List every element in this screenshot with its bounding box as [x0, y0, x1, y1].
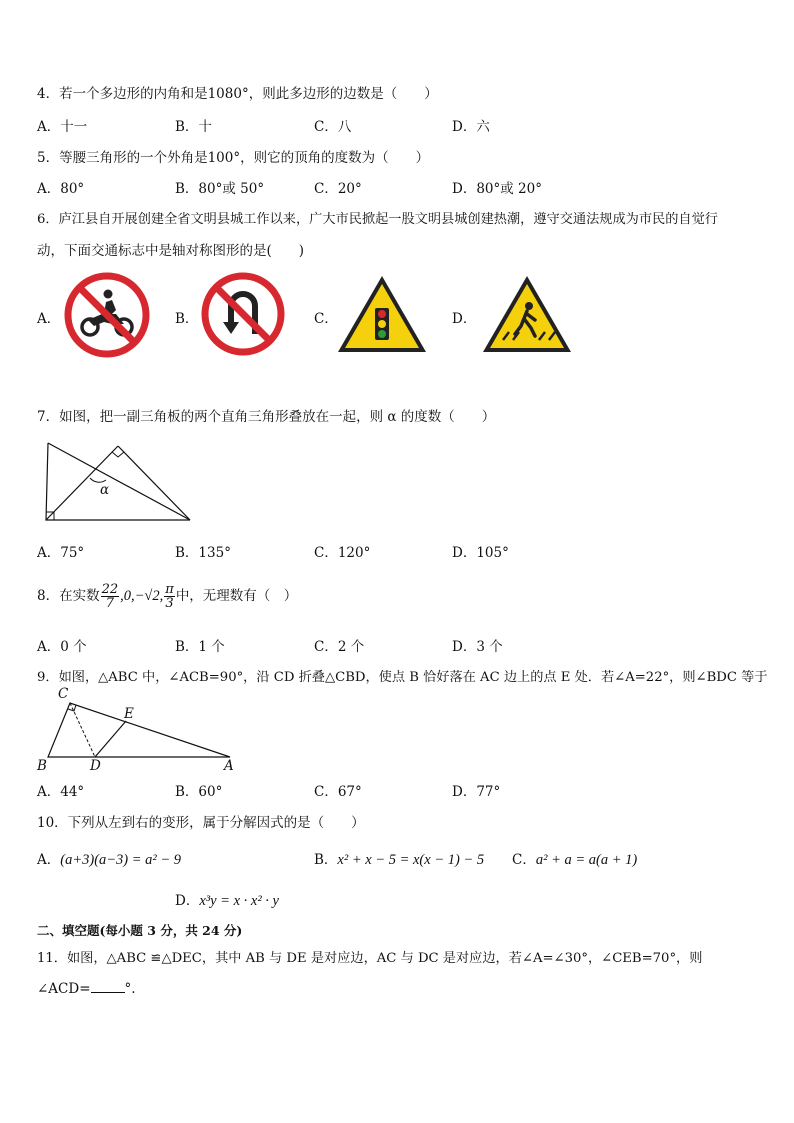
q10-option-b-label: B． — [314, 852, 338, 868]
q11-stem-line2 — [37, 980, 136, 997]
q11-stem-prefix: ∠ACD= — [37, 981, 91, 997]
q10-option-a-expr: (a+3)(a−3) = a² − 9 — [60, 852, 182, 868]
q6-option-d-label[interactable]: D． — [452, 311, 477, 327]
q8-stem — [37, 578, 297, 614]
q8-option-b[interactable]: B．1 个 — [175, 639, 225, 655]
q8-fraction-22-7 — [101, 583, 120, 610]
q10-option-b-expr: x² + x − 5 = x(x − 1) − 5 — [337, 852, 485, 868]
q5-option-b[interactable]: B．80°或 50° — [175, 181, 265, 197]
q8-num-22: 22 — [101, 582, 119, 597]
q4-option-c[interactable]: C．八 — [314, 119, 352, 135]
q11-answer-blank[interactable] — [91, 980, 125, 993]
q8-middle: ,0,−√2, — [120, 588, 164, 604]
q9-option-d[interactable]: D．77° — [452, 784, 501, 800]
no-u-turn-sign-icon — [201, 272, 285, 356]
q4-option-a[interactable]: A．十一 — [37, 119, 88, 135]
q6-option-a-label[interactable]: A． — [37, 311, 61, 327]
q5-stem: 5．等腰三角形的一个外角是100°，则它的顶角的度数为（ ） — [37, 150, 430, 166]
q8-stem-suffix: 中，无理数有（ ） — [175, 588, 298, 604]
q4-option-b[interactable]: B．十 — [175, 119, 212, 135]
q6-stem-line2: 动，下面交通标志中是轴对称图形的是( ) — [37, 243, 305, 259]
q6-stem-line1: 6．庐江县自开展创建全省文明县城工作以来，广大市民掀起一股文明县城创建热潮，遵守交通法规成为市民的自觉行 — [37, 212, 718, 227]
q8-option-d[interactable]: D．3 个 — [452, 639, 503, 655]
q8-option-a[interactable]: A．0 个 — [37, 639, 87, 655]
q10-option-d-expr: x³y = x · x² · y — [199, 893, 279, 909]
q6-option-b-label[interactable]: B． — [175, 311, 199, 327]
q7-option-c[interactable]: C．120° — [314, 545, 371, 561]
q8-stem-prefix: 8．在实数 — [37, 588, 100, 604]
q10-option-a[interactable] — [37, 848, 181, 869]
q5-option-c[interactable]: C．20° — [314, 181, 362, 197]
q4-option-d[interactable]: D．六 — [452, 119, 490, 135]
q9-option-b[interactable]: B．60° — [175, 784, 223, 800]
q10-option-c[interactable] — [512, 848, 637, 869]
q6-option-c-label[interactable]: C． — [314, 311, 338, 327]
q7-option-d[interactable]: D．105° — [452, 545, 509, 561]
q9-stem: 9．如图，△ABC 中，∠ACB=90°，沿 CD 折叠△CBD，使点 B 恰好落在 AC 边上的点 E 处．若∠A=22°，则∠BDC 等于 — [37, 670, 768, 685]
q9-label-d: D — [90, 758, 101, 774]
q9-triangle-figure — [40, 695, 240, 765]
q10-option-d-label: D． — [175, 893, 200, 909]
q5-option-a[interactable]: A．80° — [37, 181, 85, 197]
q9-option-a[interactable]: A．44° — [37, 784, 85, 800]
q5-option-d[interactable]: D．80°或 20° — [452, 181, 542, 197]
q7-option-a[interactable]: A．75° — [37, 545, 85, 561]
q10-option-c-label: C． — [512, 852, 536, 868]
pedestrian-crossing-sign-icon — [481, 274, 573, 354]
q9-label-e: E — [124, 706, 134, 722]
q10-stem: 10．下列从左到右的变形，属于分解因式的是（ ） — [37, 815, 365, 831]
q7-alpha-label: α — [100, 482, 110, 498]
q7-stem: 7．如图，把一副三角板的两个直角三角形叠放在一起，则 α 的度数（ ） — [37, 409, 496, 425]
traffic-light-warning-sign-icon — [336, 274, 428, 354]
q9-label-a: A — [224, 758, 234, 774]
q10-option-c-expr: a² + a = a(a + 1) — [535, 852, 638, 868]
q10-option-b[interactable] — [314, 848, 484, 869]
q8-option-c[interactable]: C．2 个 — [314, 639, 365, 655]
no-motorcycle-sign-icon — [64, 272, 150, 358]
q7-option-b[interactable]: B．135° — [175, 545, 231, 561]
q9-option-c[interactable]: C．67° — [314, 784, 362, 800]
section2-heading: 二、填空题(每小题 3 分，共 24 分) — [37, 923, 243, 938]
q8-den-7: 7 — [105, 596, 114, 611]
q9-label-b: B — [37, 758, 47, 774]
q10-option-a-label: A． — [37, 852, 61, 868]
q11-stem-line1: 11．如图，△ABC ≌△DEC，其中 AB 与 DE 是对应边，AC 与 DC 是对应边，若∠A=∠30°，∠CEB=70°，则 — [37, 951, 703, 966]
q4-stem: 4．若一个多边形的内角和是1080°，则此多边形的边数是（ ） — [37, 86, 438, 102]
q8-den-3: 3 — [165, 596, 174, 611]
q10-option-d[interactable] — [175, 889, 279, 910]
q8-num-pi: π — [165, 582, 174, 597]
q8-fraction-pi-3 — [164, 583, 175, 610]
q7-triangle-figure — [40, 440, 195, 525]
q9-label-c: C — [58, 686, 69, 702]
q11-stem-suffix: °. — [124, 981, 136, 997]
